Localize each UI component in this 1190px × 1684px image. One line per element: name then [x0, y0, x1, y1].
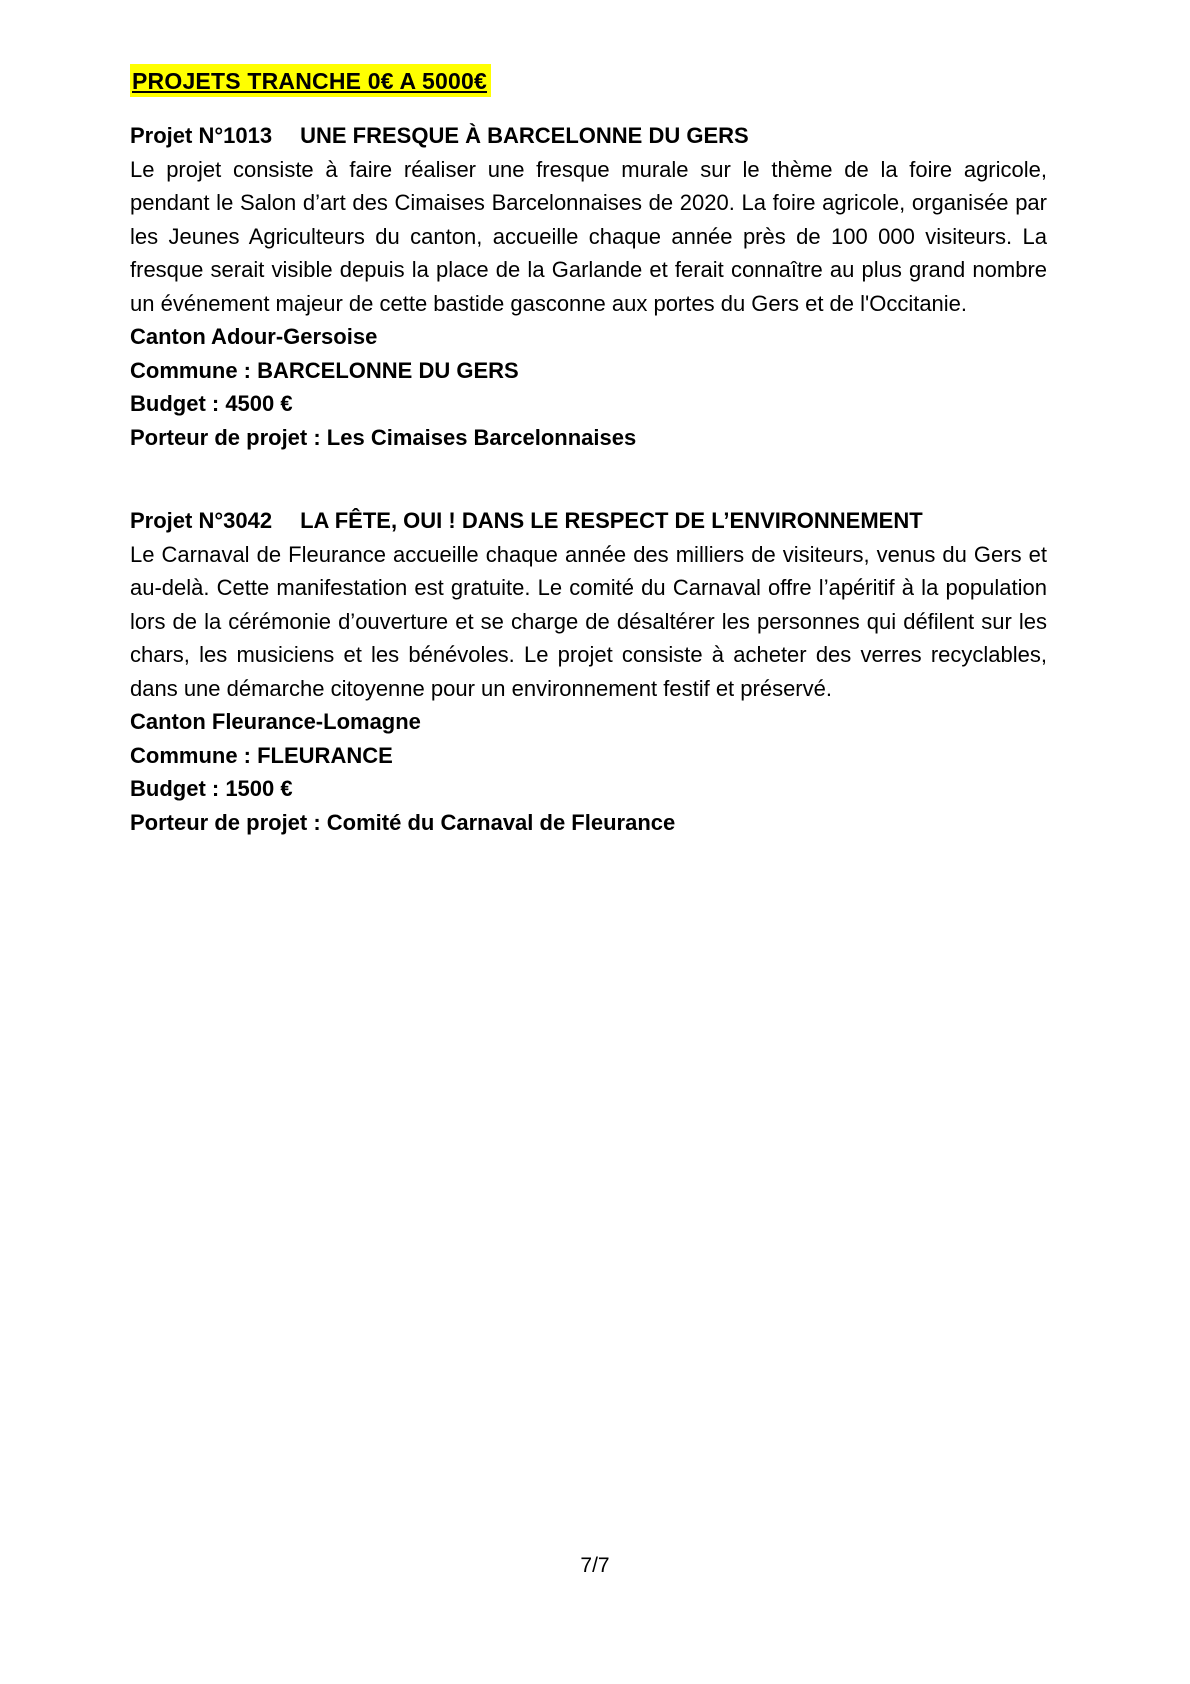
project-heading	[130, 119, 1047, 153]
project-title: LA FÊTE, OUI ! DANS LE RESPECT DE L’ENVIRONNEMENT	[300, 508, 923, 533]
project-canton: Canton Fleurance-Lomagne	[130, 709, 421, 734]
project-budget: Budget : 1500 €	[130, 776, 293, 801]
project-block-3042	[130, 504, 1047, 839]
document-content	[130, 64, 1047, 839]
project-heading	[130, 504, 1047, 538]
project-commune: Commune : BARCELONNE DU GERS	[130, 357, 519, 383]
project-porteur: Porteur de projet : Les Cimaises Barcelonnaises	[130, 424, 637, 450]
project-number: Projet N°1013	[130, 123, 273, 148]
project-number: Projet N°3042	[130, 508, 273, 533]
project-porteur: Porteur de projet : Comité du Carnaval de Fleurance	[130, 809, 676, 835]
project-budget: Budget : 4500 €	[130, 391, 293, 416]
project-canton: Canton Adour-Gersoise	[130, 324, 378, 349]
page-number: 7/7	[580, 1554, 610, 1577]
project-description: Le Carnaval de Fleurance accueille chaque année des milliers de visiteurs, venus du Gers et au-delà. Cette manifestation est gratuite. Le comité du Carnaval offre l’apéritif à la population lors de la cérémonie d’ouverture et se charge de désaltérer les personnes qui défilent sur les chars, les musiciens et les bénévoles. Le projet consiste à acheter des verres recyclables, dans une démarche citoyenne pour un environnement festif et préservé.	[130, 541, 1047, 701]
document-title: PROJETS TRANCHE 0€ A 5000€	[130, 64, 491, 97]
project-commune: Commune : FLEURANCE	[130, 742, 393, 768]
project-description: Le projet consiste à faire réaliser une fresque murale sur le thème de la foire agricole, pendant le Salon d’art des Cimaises Barcelonnaises de 2020. La foire agricole, organisée par les Jeunes Agriculteurs du canton, accueille chaque année près de 100 000 visiteurs. La fresque serait visible depuis la place de la Garlande et ferait connaître au plus grand nombre un événement majeur de cette bastide gasconne aux portes du Gers et de l'Occitanie.	[130, 156, 1047, 316]
project-title: UNE FRESQUE À BARCELONNE DU GERS	[300, 123, 749, 148]
project-block-1013	[130, 119, 1047, 454]
